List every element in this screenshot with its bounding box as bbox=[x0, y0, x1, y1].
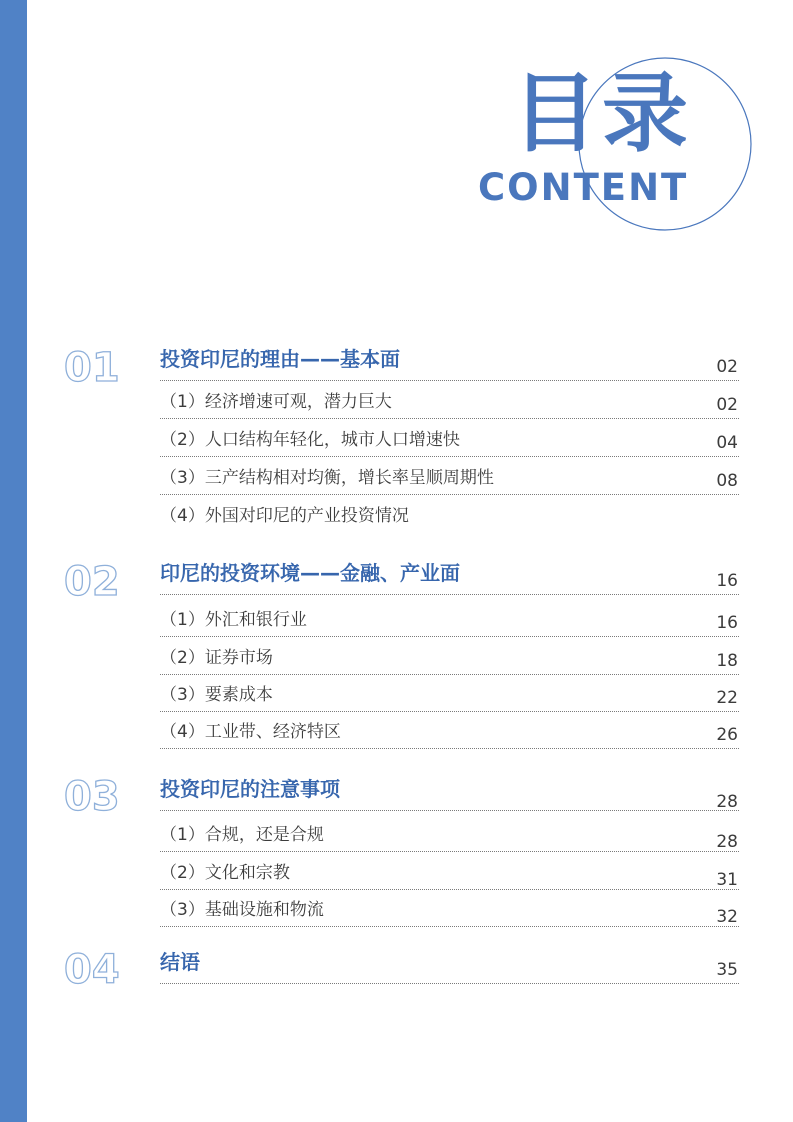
svg-text:03: 03 bbox=[64, 774, 120, 819]
item-label: （1）外汇和银行业 bbox=[160, 610, 307, 630]
section-title: 投资印尼的理由——基本面 bbox=[160, 347, 400, 371]
toc-item[interactable] bbox=[160, 426, 739, 457]
page-number: 18 bbox=[716, 651, 738, 671]
page-number: 26 bbox=[716, 725, 738, 745]
toc-item[interactable] bbox=[160, 606, 739, 637]
item-label: （4）工业带、经济特区 bbox=[160, 722, 341, 742]
section-title: 印尼的投资环境——金融、产业面 bbox=[160, 561, 460, 585]
page-number: 02 bbox=[716, 395, 738, 415]
section-title: 结语 bbox=[160, 950, 200, 974]
svg-text:04: 04 bbox=[64, 947, 120, 992]
toc-section-02[interactable] bbox=[160, 560, 739, 595]
toc-section-03[interactable] bbox=[160, 776, 739, 811]
section-number-04 bbox=[64, 946, 136, 992]
svg-text:02: 02 bbox=[64, 559, 120, 604]
page-number: 02 bbox=[716, 357, 738, 377]
item-label: （3）要素成本 bbox=[160, 685, 273, 705]
item-label: （4）外国对印尼的产业投资情况 bbox=[160, 506, 409, 526]
page-number: 16 bbox=[716, 571, 738, 591]
page-number: 22 bbox=[716, 688, 738, 708]
item-label: （1）经济增速可观，潜力巨大 bbox=[160, 392, 392, 412]
page-number: 28 bbox=[716, 792, 738, 812]
toc-item[interactable] bbox=[160, 821, 739, 852]
item-label: （3）基础设施和物流 bbox=[160, 900, 324, 920]
section-title: 投资印尼的注意事项 bbox=[160, 777, 340, 801]
sidebar-accent-bar bbox=[0, 0, 27, 1122]
toc-item[interactable] bbox=[160, 644, 739, 675]
page-number: 04 bbox=[716, 433, 738, 453]
toc-item[interactable] bbox=[160, 718, 739, 749]
page-title: 目录 bbox=[512, 64, 692, 164]
section-number-02 bbox=[64, 558, 136, 604]
section-number-03 bbox=[64, 773, 136, 819]
item-label: （3）三产结构相对均衡，增长率呈顺周期性 bbox=[160, 468, 494, 488]
page-number: 16 bbox=[716, 613, 738, 633]
page-number: 31 bbox=[716, 870, 738, 890]
item-label: （1）合规，还是合规 bbox=[160, 825, 324, 845]
toc-item[interactable] bbox=[160, 896, 739, 927]
toc-item[interactable] bbox=[160, 681, 739, 712]
toc-item[interactable] bbox=[160, 502, 739, 532]
page-number: 32 bbox=[716, 907, 738, 927]
toc-item[interactable] bbox=[160, 859, 739, 890]
item-label: （2）文化和宗教 bbox=[160, 863, 290, 883]
toc-item[interactable] bbox=[160, 388, 739, 419]
item-label: （2）人口结构年轻化，城市人口增速快 bbox=[160, 430, 460, 450]
page-number: 35 bbox=[716, 960, 738, 980]
toc-section-04[interactable] bbox=[160, 949, 739, 984]
svg-text:01: 01 bbox=[64, 345, 120, 390]
page-number: 08 bbox=[716, 471, 738, 491]
section-number-01 bbox=[64, 344, 136, 390]
page-number: 28 bbox=[716, 832, 738, 852]
page-subtitle: CONTENT bbox=[478, 166, 689, 209]
toc-section-01[interactable] bbox=[160, 346, 739, 381]
item-label: （2）证券市场 bbox=[160, 648, 273, 668]
toc-item[interactable] bbox=[160, 464, 739, 495]
